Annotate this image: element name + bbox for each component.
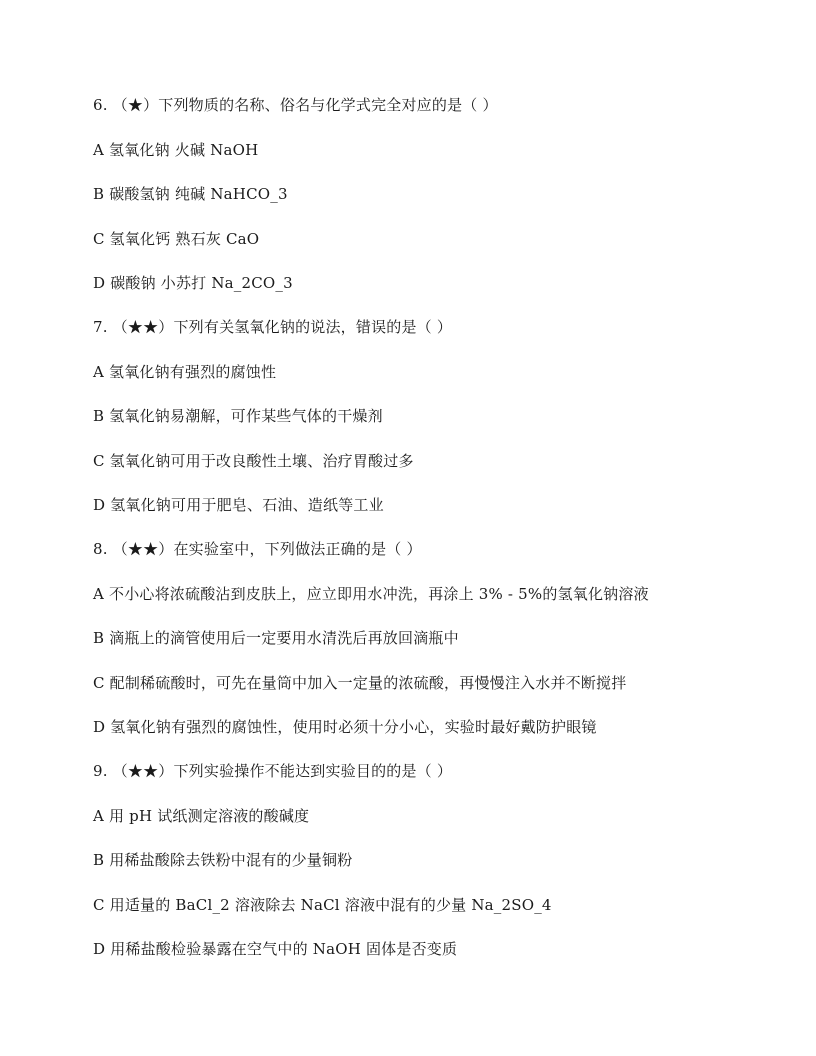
question-9-option-a: A 用 pH 试纸测定溶液的酸碱度 [93,807,310,825]
question-6-option-a: A 氢氧化钠 火碱 NaOH [93,141,259,159]
question-8-option-a: A 不小心将浓硫酸沾到皮肤上，应立即用水冲洗，再涂上 3% - 5%的氢氧化钠溶液 [93,585,649,603]
question-7-option-c: C 氢氧化钠可用于改良酸性土壤、治疗胃酸过多 [93,452,414,470]
question-7-option-b: B 氢氧化钠易潮解，可作某些气体的干燥剂 [93,407,383,425]
question-9-option-d: D 用稀盐酸检验暴露在空气中的 NaOH 固体是否变质 [93,940,458,958]
question-7-option-d: D 氢氧化钠可用于肥皂、石油、造纸等工业 [93,496,384,514]
question-6-stem: 6. （★）下列物质的名称、俗名与化学式完全对应的是（ ） [93,96,498,114]
question-8-option-b: B 滴瓶上的滴管使用后一定要用水清洗后再放回滴瓶中 [93,629,459,647]
question-6-option-d: D 碳酸钠 小苏打 Na_2CO_3 [93,274,293,292]
question-8-option-d: D 氢氧化钠有强烈的腐蚀性，使用时必须十分小心，实验时最好戴防护眼镜 [93,718,597,736]
question-9-stem: 9. （★★）下列实验操作不能达到实验目的的是（ ） [93,762,453,780]
question-8-option-c: C 配制稀硫酸时，可先在量筒中加入一定量的浓硫酸，再慢慢注入水并不断搅拌 [93,674,627,692]
question-8-stem: 8. （★★）在实验室中，下列做法正确的是（ ） [93,540,422,558]
question-7-stem: 7. （★★）下列有关氢氧化钠的说法，错误的是（ ） [93,318,453,336]
question-6-option-c: C 氢氧化钙 熟石灰 CaO [93,230,260,248]
question-9-option-b: B 用稀盐酸除去铁粉中混有的少量铜粉 [93,851,353,869]
question-9-option-c: C 用适量的 BaCl_2 溶液除去 NaCl 溶液中混有的少量 Na_2SO_4 [93,896,552,914]
question-6-option-b: B 碳酸氢钠 纯碱 NaHCO_3 [93,185,288,203]
question-7-option-a: A 氢氧化钠有强烈的腐蚀性 [93,363,277,381]
